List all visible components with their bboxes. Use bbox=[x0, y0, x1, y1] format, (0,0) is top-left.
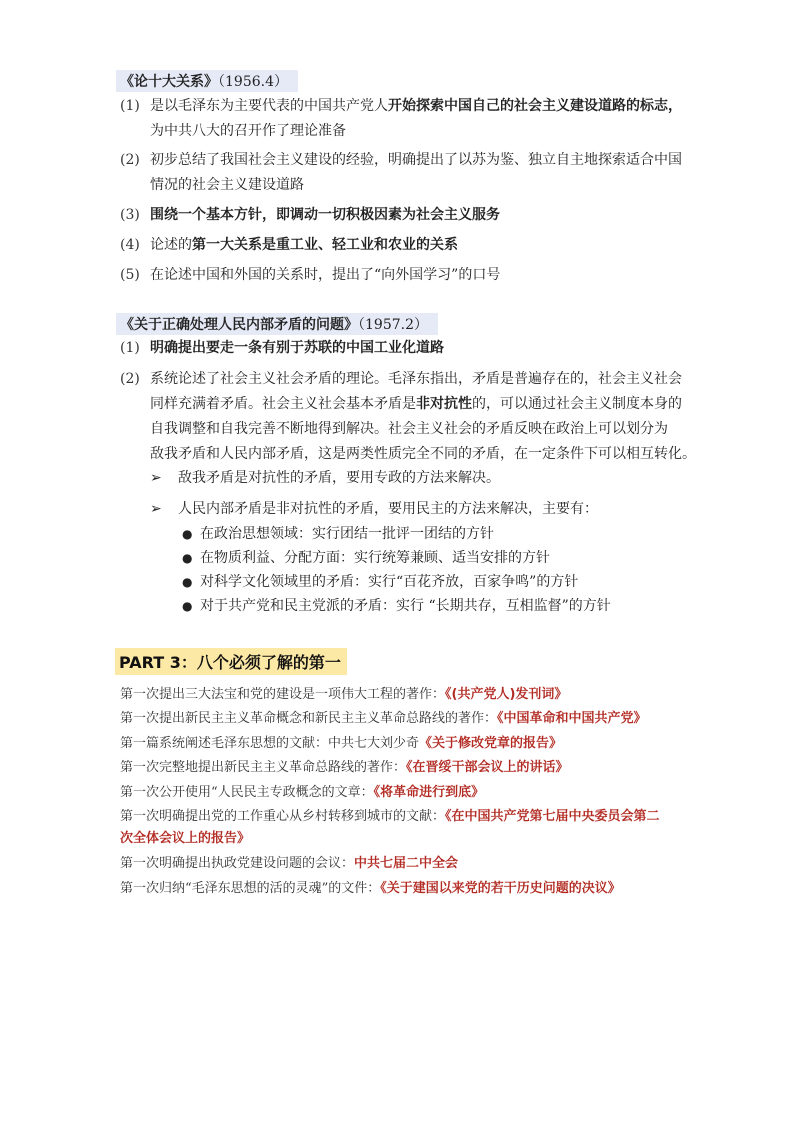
arrow-item-diwo-maodun bbox=[150, 466, 500, 491]
item-bold-text: 非对抗性 bbox=[416, 396, 472, 412]
item-number: (1) bbox=[120, 98, 140, 114]
item-number: (2) bbox=[120, 152, 140, 168]
item-number: (5) bbox=[120, 267, 140, 283]
item-text-line1: 初步总结了我国社会主义建设的经验，明确提出了以苏为鉴、独立自主地探索适合中国 bbox=[150, 152, 682, 168]
first-item-continuation bbox=[120, 828, 250, 850]
item-number: (2) bbox=[120, 371, 140, 387]
bullet-dot-icon: ● bbox=[182, 551, 193, 565]
part3-heading: PART 3：八个必须了解的第一 bbox=[115, 648, 347, 675]
item-text: 是以毛泽东为主要代表的中国共产党人 bbox=[150, 98, 388, 114]
item-bold-text: 开始探索中国自己的社会主义建设道路的标志， bbox=[388, 98, 682, 114]
item-bold-text: 围绕一个基本方针，即调动一切积极因素为社会主义服务 bbox=[150, 207, 500, 223]
item-text-line2: 情况的社会主义建设道路 bbox=[150, 177, 304, 193]
first-item-text: 第一次明确提出党的工作重心从乡村转移到城市的文献： bbox=[120, 809, 446, 824]
bullet-item bbox=[182, 546, 550, 571]
bullet-item bbox=[182, 594, 611, 619]
first-item-work: 《关于建国以来党的若干历史问题的决议》 bbox=[380, 881, 621, 896]
first-item bbox=[120, 782, 484, 804]
section-title-lun-shida-guanxi bbox=[116, 70, 298, 92]
first-item-work: 《(共产党人)发刊词》 bbox=[445, 687, 568, 702]
arrow-bullet-icon: ➢ bbox=[150, 470, 162, 486]
first-item-work: 《将革命进行到底》 bbox=[373, 785, 485, 800]
bullet-text: 对科学文化领域里的矛盾：实行“百花齐放，百家争鸣”的方针 bbox=[200, 574, 579, 590]
item-text-line1: 系统论述了社会主义社会矛盾的理论。毛泽东指出，矛盾是普遍存在的，社会主义社会 bbox=[150, 371, 682, 387]
arrow-item-renmin-neibu bbox=[150, 497, 598, 522]
first-item-work: 《关于修改党章的报告》 bbox=[419, 736, 563, 751]
bullet-item bbox=[182, 522, 494, 547]
item-number: (3) bbox=[120, 207, 140, 223]
first-item-text: 第一篇系统阐述毛泽东思想的文献：中共七大刘少奇 bbox=[120, 736, 420, 751]
arrow-item-text: 敌我矛盾是对抗性的矛盾，要用专政的方法来解决。 bbox=[178, 470, 500, 486]
section-title-year: （1957.2） bbox=[358, 317, 428, 333]
item-number: (1) bbox=[120, 340, 140, 356]
first-item bbox=[120, 878, 621, 900]
item-text-line2: 同样充满着矛盾。社会主义社会基本矛盾是 bbox=[150, 396, 416, 412]
first-item-text: 第一次明确提出执政党建设问题的会议： bbox=[120, 856, 355, 871]
section-title-text: 《论十大关系》 bbox=[120, 74, 218, 90]
first-item-work: 中共七届二中全会 bbox=[354, 856, 459, 871]
first-item-text: 第一次归纳“毛泽东思想的活的灵魂”的文件： bbox=[120, 881, 381, 896]
first-item-work: 《中国革命和中国共产党》 bbox=[497, 711, 647, 726]
section-title-text: 《关于正确处理人民内部矛盾的问题》 bbox=[120, 317, 358, 333]
first-item bbox=[120, 733, 562, 755]
bullet-item bbox=[182, 570, 578, 595]
first-item-text: 第一次提出新民主主义革命概念和新民主主义革命总路线的著作： bbox=[120, 711, 498, 726]
section-title-renmin-neibu-maodun bbox=[116, 313, 438, 335]
item-text-line4: 敌我矛盾和人民内部矛盾，这是两类性质完全不同的矛盾，在一定条件下可以相互转化。 bbox=[150, 446, 696, 462]
bullet-dot-icon: ● bbox=[182, 575, 193, 589]
arrow-item-text: 人民内部矛盾是非对抗性的矛盾，要用民主的方法来解决，主要有： bbox=[178, 501, 598, 517]
first-item-work: 《在晋绥干部会议上的讲话》 bbox=[406, 760, 569, 775]
item-number: (4) bbox=[120, 237, 140, 253]
item-text: 论述的 bbox=[150, 237, 192, 253]
bullet-text: 在物质利益、分配方面：实行统筹兼顾、适当安排的方针 bbox=[200, 550, 550, 566]
first-item-text: 第一次提出三大法宝和党的建设是一项伟大工程的著作： bbox=[120, 687, 446, 702]
item-bold-text: 明确提出要走一条有别于苏联的中国工业化道路 bbox=[150, 340, 444, 356]
bullet-text: 在政治思想领域：实行团结一批评一团结的方针 bbox=[200, 526, 494, 542]
bullet-dot-icon: ● bbox=[182, 527, 193, 541]
bullet-text: 对于共产党和民主党派的矛盾：实行 “长期共存，互相监督”的方针 bbox=[200, 598, 611, 614]
first-item-work: 《在中国共产党第七届中央委员会第二 bbox=[445, 809, 660, 824]
first-item bbox=[120, 684, 567, 706]
first-item bbox=[120, 806, 660, 828]
first-item bbox=[120, 757, 569, 779]
item-bold-text: 第一大关系是重工业、轻工业和农业的关系 bbox=[192, 237, 458, 253]
section-title-year: （1956.4） bbox=[218, 74, 288, 90]
item-text-line3: 自我调整和自我完善不断地得到解决。社会主义社会的矛盾反映在政治上可以划分为 bbox=[150, 421, 668, 437]
item-text-line2-end: 的，可以通过社会主义制度本身的 bbox=[472, 396, 682, 412]
bullet-dot-icon: ● bbox=[182, 599, 193, 613]
arrow-bullet-icon: ➢ bbox=[150, 501, 162, 517]
item-text: 在论述中国和外国的关系时，提出了“向外国学习”的口号 bbox=[150, 267, 501, 283]
first-item-text: 第一次公开使用“人民民主专政概念的文章： bbox=[120, 785, 374, 800]
item-text-line2: 为中共八大的召开作了理论准备 bbox=[150, 123, 346, 139]
first-item bbox=[120, 853, 458, 875]
first-item-work-line2: 次全体会议上的报告》 bbox=[120, 831, 251, 846]
first-item bbox=[120, 708, 647, 730]
first-item-text: 第一次完整地提出新民主主义革命总路线的著作： bbox=[120, 760, 407, 775]
